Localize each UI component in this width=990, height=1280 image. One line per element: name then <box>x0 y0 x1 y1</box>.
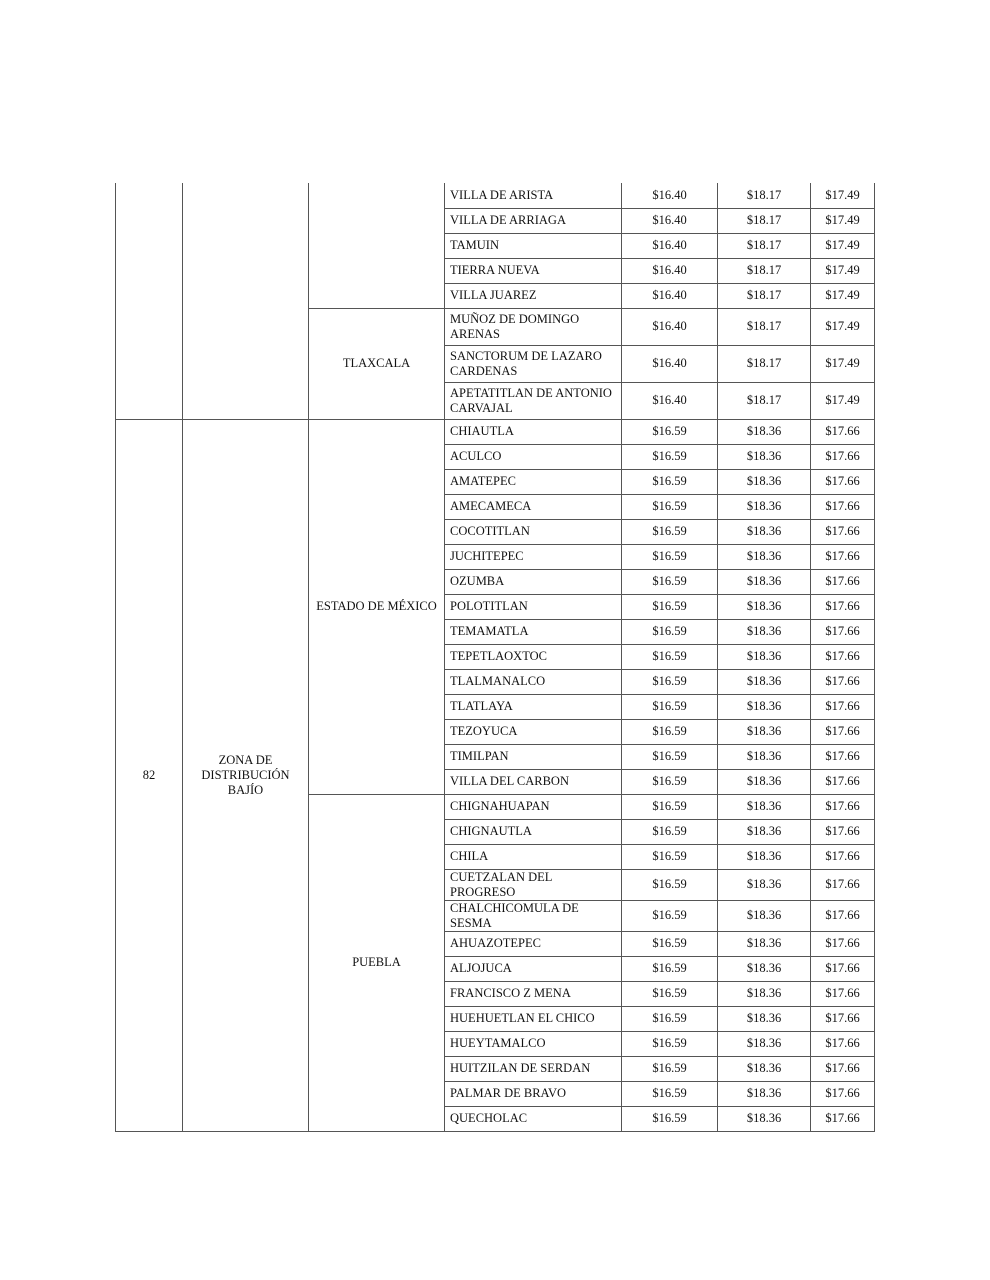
price-2-cell: $18.36 <box>718 694 811 719</box>
municipality-cell: AHUAZOTEPEC <box>445 931 622 956</box>
municipality-cell: TIERRA NUEVA <box>445 258 622 283</box>
price-1-cell: $16.59 <box>622 900 718 931</box>
price-3-cell: $17.66 <box>811 719 875 744</box>
price-1-cell: $16.40 <box>622 382 718 419</box>
price-3-cell: $17.66 <box>811 619 875 644</box>
price-3-cell: $17.66 <box>811 519 875 544</box>
price-2-cell: $18.17 <box>718 308 811 345</box>
municipality-cell: SANCTORUM DE LAZARO CARDENAS <box>445 345 622 382</box>
price-2-cell: $18.17 <box>718 183 811 208</box>
price-2-cell: $18.17 <box>718 208 811 233</box>
price-3-cell: $17.66 <box>811 644 875 669</box>
table-row <box>116 419 875 444</box>
price-3-cell: $17.66 <box>811 844 875 869</box>
price-3-cell: $17.66 <box>811 569 875 594</box>
price-3-cell: $17.66 <box>811 869 875 900</box>
price-table-body <box>116 183 875 1131</box>
municipality-cell: AMECAMECA <box>445 494 622 519</box>
price-1-cell: $16.40 <box>622 208 718 233</box>
municipality-cell: AMATEPEC <box>445 469 622 494</box>
price-2-cell: $18.17 <box>718 382 811 419</box>
price-3-cell: $17.49 <box>811 258 875 283</box>
price-1-cell: $16.59 <box>622 1031 718 1056</box>
price-1-cell: $16.59 <box>622 594 718 619</box>
price-2-cell: $18.36 <box>718 719 811 744</box>
municipality-cell: CHIGNAHUAPAN <box>445 794 622 819</box>
price-3-cell: $17.66 <box>811 981 875 1006</box>
municipality-cell: ACULCO <box>445 444 622 469</box>
price-2-cell: $18.36 <box>718 544 811 569</box>
price-2-cell: $18.36 <box>718 644 811 669</box>
price-1-cell: $16.59 <box>622 1106 718 1131</box>
price-3-cell: $17.66 <box>811 544 875 569</box>
price-1-cell: $16.59 <box>622 619 718 644</box>
price-2-cell: $18.36 <box>718 956 811 981</box>
price-3-cell: $17.66 <box>811 469 875 494</box>
municipality-cell: CUETZALAN DEL PROGRESO <box>445 869 622 900</box>
price-3-cell: $17.66 <box>811 1006 875 1031</box>
price-1-cell: $16.59 <box>622 644 718 669</box>
price-3-cell: $17.66 <box>811 1081 875 1106</box>
price-1-cell: $16.59 <box>622 719 718 744</box>
price-1-cell: $16.59 <box>622 1006 718 1031</box>
price-1-cell: $16.59 <box>622 569 718 594</box>
municipality-cell: MUÑOZ DE DOMINGO ARENAS <box>445 308 622 345</box>
price-1-cell: $16.59 <box>622 519 718 544</box>
price-3-cell: $17.49 <box>811 183 875 208</box>
price-2-cell: $18.36 <box>718 494 811 519</box>
price-1-cell: $16.59 <box>622 844 718 869</box>
price-2-cell: $18.17 <box>718 283 811 308</box>
municipality-cell: TAMUIN <box>445 233 622 258</box>
municipality-cell: QUECHOLAC <box>445 1106 622 1131</box>
price-1-cell: $16.59 <box>622 694 718 719</box>
price-3-cell: $17.66 <box>811 1056 875 1081</box>
price-3-cell: $17.66 <box>811 956 875 981</box>
state-name-cell: ESTADO DE MÉXICO <box>309 419 445 794</box>
price-3-cell: $17.66 <box>811 419 875 444</box>
municipality-cell: CHALCHICOMULA DE SESMA <box>445 900 622 931</box>
price-2-cell: $18.17 <box>718 258 811 283</box>
price-2-cell: $18.36 <box>718 981 811 1006</box>
region-name-cell <box>183 183 309 419</box>
price-1-cell: $16.59 <box>622 494 718 519</box>
state-name-cell: PUEBLA <box>309 794 445 1131</box>
municipality-cell: COCOTITLAN <box>445 519 622 544</box>
municipality-cell: HUITZILAN DE SERDAN <box>445 1056 622 1081</box>
price-2-cell: $18.36 <box>718 869 811 900</box>
price-3-cell: $17.49 <box>811 308 875 345</box>
price-1-cell: $16.40 <box>622 308 718 345</box>
price-2-cell: $18.36 <box>718 419 811 444</box>
price-1-cell: $16.59 <box>622 931 718 956</box>
municipality-cell: VILLA JUAREZ <box>445 283 622 308</box>
price-3-cell: $17.66 <box>811 594 875 619</box>
municipality-cell: TEZOYUCA <box>445 719 622 744</box>
price-1-cell: $16.59 <box>622 1056 718 1081</box>
price-3-cell: $17.49 <box>811 283 875 308</box>
municipality-cell: TIMILPAN <box>445 744 622 769</box>
municipality-cell: VILLA DE ARISTA <box>445 183 622 208</box>
municipality-cell: HUEYTAMALCO <box>445 1031 622 1056</box>
municipality-cell: ALJOJUCA <box>445 956 622 981</box>
price-1-cell: $16.40 <box>622 345 718 382</box>
price-3-cell: $17.66 <box>811 694 875 719</box>
zone-number-cell <box>116 183 183 419</box>
municipality-cell: TLATLAYA <box>445 694 622 719</box>
price-1-cell: $16.59 <box>622 744 718 769</box>
price-3-cell: $17.66 <box>811 444 875 469</box>
price-3-cell: $17.49 <box>811 233 875 258</box>
price-1-cell: $16.40 <box>622 258 718 283</box>
municipality-cell: APETATITLAN DE ANTONIO CARVAJAL <box>445 382 622 419</box>
state-name-cell: TLAXCALA <box>309 308 445 419</box>
price-2-cell: $18.36 <box>718 519 811 544</box>
region-name-cell: ZONA DE DISTRIBUCIÓN BAJÍO <box>183 419 309 1131</box>
price-3-cell: $17.66 <box>811 794 875 819</box>
price-1-cell: $16.40 <box>622 283 718 308</box>
price-2-cell: $18.36 <box>718 1081 811 1106</box>
price-2-cell: $18.36 <box>718 769 811 794</box>
price-2-cell: $18.36 <box>718 1106 811 1131</box>
price-2-cell: $18.36 <box>718 1031 811 1056</box>
price-1-cell: $16.59 <box>622 419 718 444</box>
municipality-cell: PALMAR DE BRAVO <box>445 1081 622 1106</box>
price-2-cell: $18.36 <box>718 744 811 769</box>
municipality-cell: OZUMBA <box>445 569 622 594</box>
price-1-cell: $16.59 <box>622 819 718 844</box>
price-2-cell: $18.36 <box>718 619 811 644</box>
state-name-cell <box>309 183 445 308</box>
price-3-cell: $17.49 <box>811 208 875 233</box>
price-3-cell: $17.66 <box>811 494 875 519</box>
price-1-cell: $16.59 <box>622 544 718 569</box>
municipality-cell: CHIAUTLA <box>445 419 622 444</box>
price-3-cell: $17.66 <box>811 931 875 956</box>
price-2-cell: $18.36 <box>718 594 811 619</box>
price-1-cell: $16.40 <box>622 183 718 208</box>
municipality-cell: TEPETLAOXTOC <box>445 644 622 669</box>
price-1-cell: $16.59 <box>622 769 718 794</box>
price-2-cell: $18.36 <box>718 444 811 469</box>
municipality-cell: CHILA <box>445 844 622 869</box>
price-3-cell: $17.49 <box>811 382 875 419</box>
municipality-cell: JUCHITEPEC <box>445 544 622 569</box>
price-1-cell: $16.59 <box>622 1081 718 1106</box>
municipality-cell: POLOTITLAN <box>445 594 622 619</box>
price-3-cell: $17.66 <box>811 744 875 769</box>
municipality-cell: VILLA DE ARRIAGA <box>445 208 622 233</box>
price-2-cell: $18.36 <box>718 900 811 931</box>
price-1-cell: $16.59 <box>622 869 718 900</box>
price-1-cell: $16.59 <box>622 669 718 694</box>
price-1-cell: $16.59 <box>622 794 718 819</box>
price-2-cell: $18.36 <box>718 931 811 956</box>
price-1-cell: $16.59 <box>622 469 718 494</box>
municipality-cell: VILLA DEL CARBON <box>445 769 622 794</box>
price-3-cell: $17.66 <box>811 1031 875 1056</box>
price-2-cell: $18.17 <box>718 345 811 382</box>
municipality-cell: HUEHUETLAN EL CHICO <box>445 1006 622 1031</box>
municipality-cell: TLALMANALCO <box>445 669 622 694</box>
zone-number-cell: 82 <box>116 419 183 1131</box>
price-2-cell: $18.36 <box>718 469 811 494</box>
table-row <box>116 183 875 208</box>
price-3-cell: $17.49 <box>811 345 875 382</box>
price-1-cell: $16.59 <box>622 444 718 469</box>
price-2-cell: $18.36 <box>718 794 811 819</box>
price-1-cell: $16.40 <box>622 233 718 258</box>
price-2-cell: $18.36 <box>718 669 811 694</box>
price-table <box>115 183 875 1132</box>
price-3-cell: $17.66 <box>811 769 875 794</box>
price-2-cell: $18.36 <box>718 819 811 844</box>
price-2-cell: $18.36 <box>718 844 811 869</box>
price-1-cell: $16.59 <box>622 981 718 1006</box>
municipality-cell: CHIGNAUTLA <box>445 819 622 844</box>
price-2-cell: $18.17 <box>718 233 811 258</box>
price-3-cell: $17.66 <box>811 900 875 931</box>
price-2-cell: $18.36 <box>718 1056 811 1081</box>
municipality-cell: FRANCISCO Z MENA <box>445 981 622 1006</box>
price-2-cell: $18.36 <box>718 569 811 594</box>
price-3-cell: $17.66 <box>811 819 875 844</box>
price-1-cell: $16.59 <box>622 956 718 981</box>
price-2-cell: $18.36 <box>718 1006 811 1031</box>
price-3-cell: $17.66 <box>811 669 875 694</box>
price-3-cell: $17.66 <box>811 1106 875 1131</box>
municipality-cell: TEMAMATLA <box>445 619 622 644</box>
